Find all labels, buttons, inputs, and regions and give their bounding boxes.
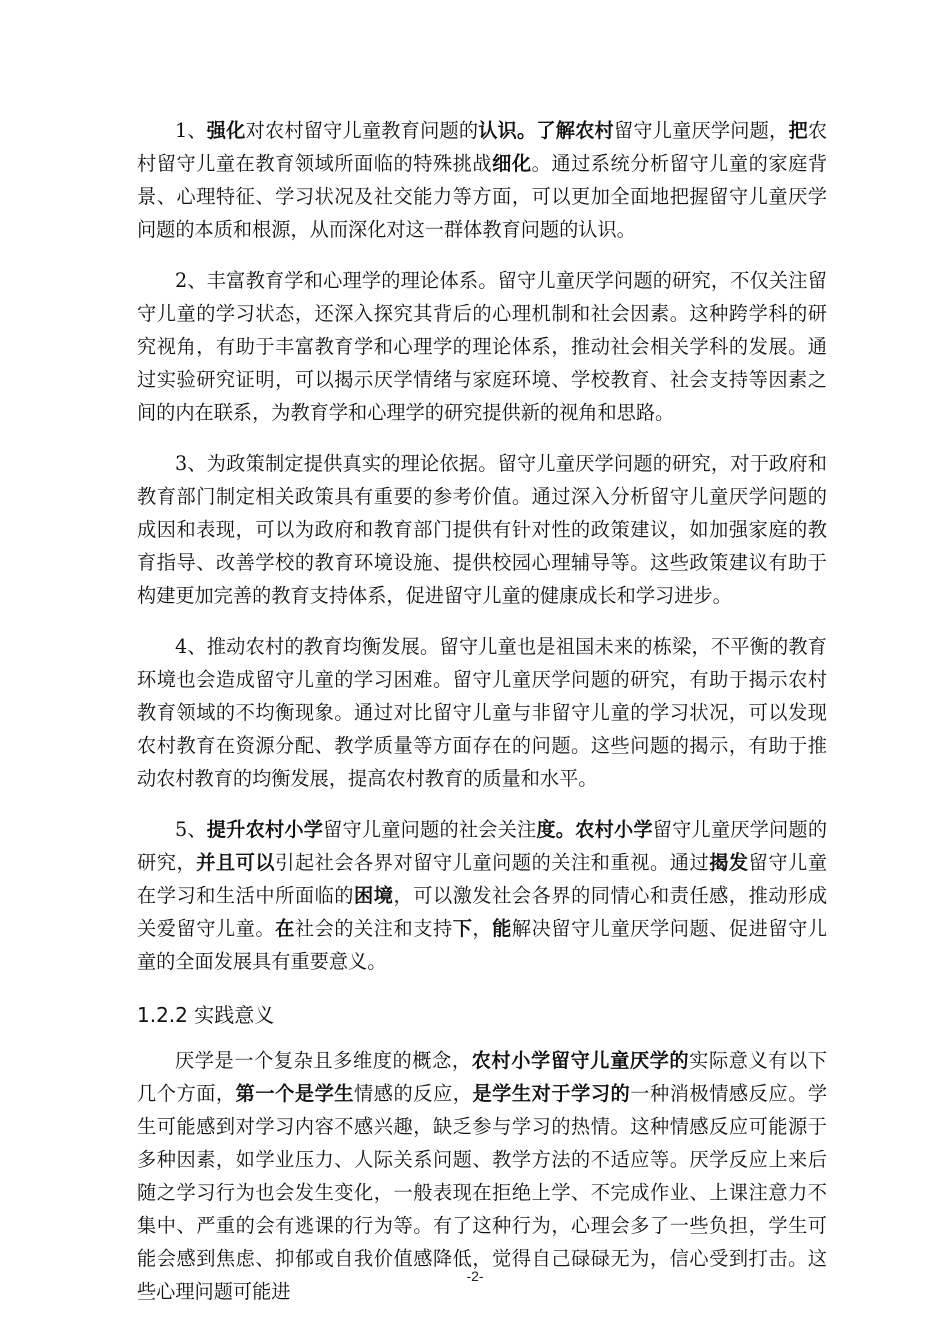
text-segment: 留守儿童厌学问题的研究， xyxy=(137,818,828,874)
text-segment: 情感的反应， xyxy=(354,1082,473,1105)
text-segment: 。通过系统分析留守儿童的家庭背景、心理特征、学习状况及社交能力等方面，可以更加全面地把握留守儿童厌学问题的本质和根源，从而深化对这一群体教育问题的认识。 xyxy=(137,152,828,241)
section-heading: 1.2.2 实践意义 xyxy=(137,1003,275,1027)
text-segment: 引起社会各界对留守儿童问题的关注和重视。通过 xyxy=(275,851,710,874)
emphasized-text: 把 xyxy=(788,119,808,142)
emphasized-text: 度。农村小学 xyxy=(536,818,653,841)
text-segment: 5、 xyxy=(175,818,207,841)
paragraph-5 xyxy=(137,813,827,978)
text-segment: 1、 xyxy=(175,119,207,142)
emphasized-text: 揭发 xyxy=(709,851,749,874)
text-segment: 解决留守儿童厌学问题、促进留守儿童的全面发展具有重要意义。 xyxy=(137,917,828,973)
text-segment: 2、丰富教育学和心理学的理论体系。留守儿童厌学问题的研究，不仅关注留守儿童的学习状态，还深入探究其背后的心理机制和社会因素。这种跨学科的研究视角，有助于丰富教育学和心理学的理论体系，推动社会相关学科的发展。通过实验研究证明，可以揭示厌学情绪与家庭环境、学校教育、社会支持等因素之间的内在联系，为教育学和心理学的研究提供新的视角和思路。 xyxy=(137,269,827,424)
text-segment: 留守儿童在学习和生活中所面临的 xyxy=(137,851,828,907)
text-segment: 农村留守儿童在教育领域所面临的特殊挑战 xyxy=(137,119,828,175)
emphasized-text: 强化 xyxy=(206,119,246,142)
emphasized-text: 是学生对于学习的 xyxy=(472,1082,631,1105)
text-segment: 3、为政策制定提供真实的理论依据。留守儿童厌学问题的研究，对于政府和教育部门制定相关政策具有重要的参考价值。通过深入分析留守儿童厌学问题的成因和表现，可以为政府和教育部门提供有针对性的政策建议，如加强家庭的教育指导、改善学校的教育环境设施、提供校园心理辅导等。这些政策建议有助于构建更加完善的教育支持体系，促进留守儿童的健康成长和学习进步。 xyxy=(137,452,827,607)
page-number: -2- xyxy=(466,1268,484,1284)
emphasized-text: 认识。了解农村 xyxy=(478,119,614,142)
emphasized-text: 下 xyxy=(452,917,473,940)
document-body xyxy=(137,114,827,1326)
text-segment: 实际意义有以下几个方面， xyxy=(137,1049,828,1105)
paragraph-1 xyxy=(137,114,827,246)
text-segment: 厌学是一个复杂且多维度的概念， xyxy=(175,1049,472,1072)
text-segment: ，可以激发社会各界的同情心和责任感，推动形成关爱留守儿童。 xyxy=(137,884,828,940)
emphasized-text: 细化 xyxy=(492,152,532,175)
text-segment: 留守儿童厌学问题， xyxy=(613,119,789,142)
paragraph-2 xyxy=(137,264,827,429)
emphasized-text: 农村小学留守儿童厌学的 xyxy=(471,1049,690,1072)
text-segment: 一种消极情感反应。学生可能感到对学习内容不感兴趣，缺乏参与学习的热情。这种情感反应可能源于多种因素，如学业压力、人际关系问题、教学方法的不适应等。厌学反应上来后随之学习行为也会发生变化，一般表现在拒绝上学、不完成作业、上课注意力不集中、严重的会有逃课的行为等。有了这种行为，心理会多了一些负担，学生可能会感到焦虑、抑郁或自我价值感降低，觉得自己碌碌无为，信心受到打击。这些心理问题可能进 xyxy=(137,1082,828,1303)
emphasized-text: 在 xyxy=(275,917,295,940)
text-segment: 社会的关注和支持 xyxy=(294,917,453,940)
text-segment: 4、推动农村的教育均衡发展。留守儿童也是祖国未来的栋梁，不平衡的教育环境也会造成留守儿童的学习困难。留守儿童厌学问题的研究，有助于揭示农村教育领域的不均衡现象。通过对比留守儿童与非留守儿童的学习状况，可以发现农村教育在资源分配、教学质量等方面存在的问题。这些问题的揭示，有助于推动农村教育的均衡发展，提高农村教育的质量和水平。 xyxy=(137,635,827,790)
text-segment: 对农村留守儿童教育问题的 xyxy=(245,119,479,142)
text-segment: 留守儿童问题的社会关注 xyxy=(323,818,537,841)
emphasized-text: 并且可以 xyxy=(196,851,276,874)
emphasized-text: 提升农村小学 xyxy=(206,818,324,841)
emphasized-text: 困境 xyxy=(354,884,394,907)
emphasized-text: 能 xyxy=(492,917,512,940)
paragraph-4 xyxy=(137,630,827,795)
text-segment: ， xyxy=(472,917,493,940)
emphasized-text: 第一个是学生 xyxy=(235,1082,355,1105)
paragraph-3 xyxy=(137,447,827,612)
